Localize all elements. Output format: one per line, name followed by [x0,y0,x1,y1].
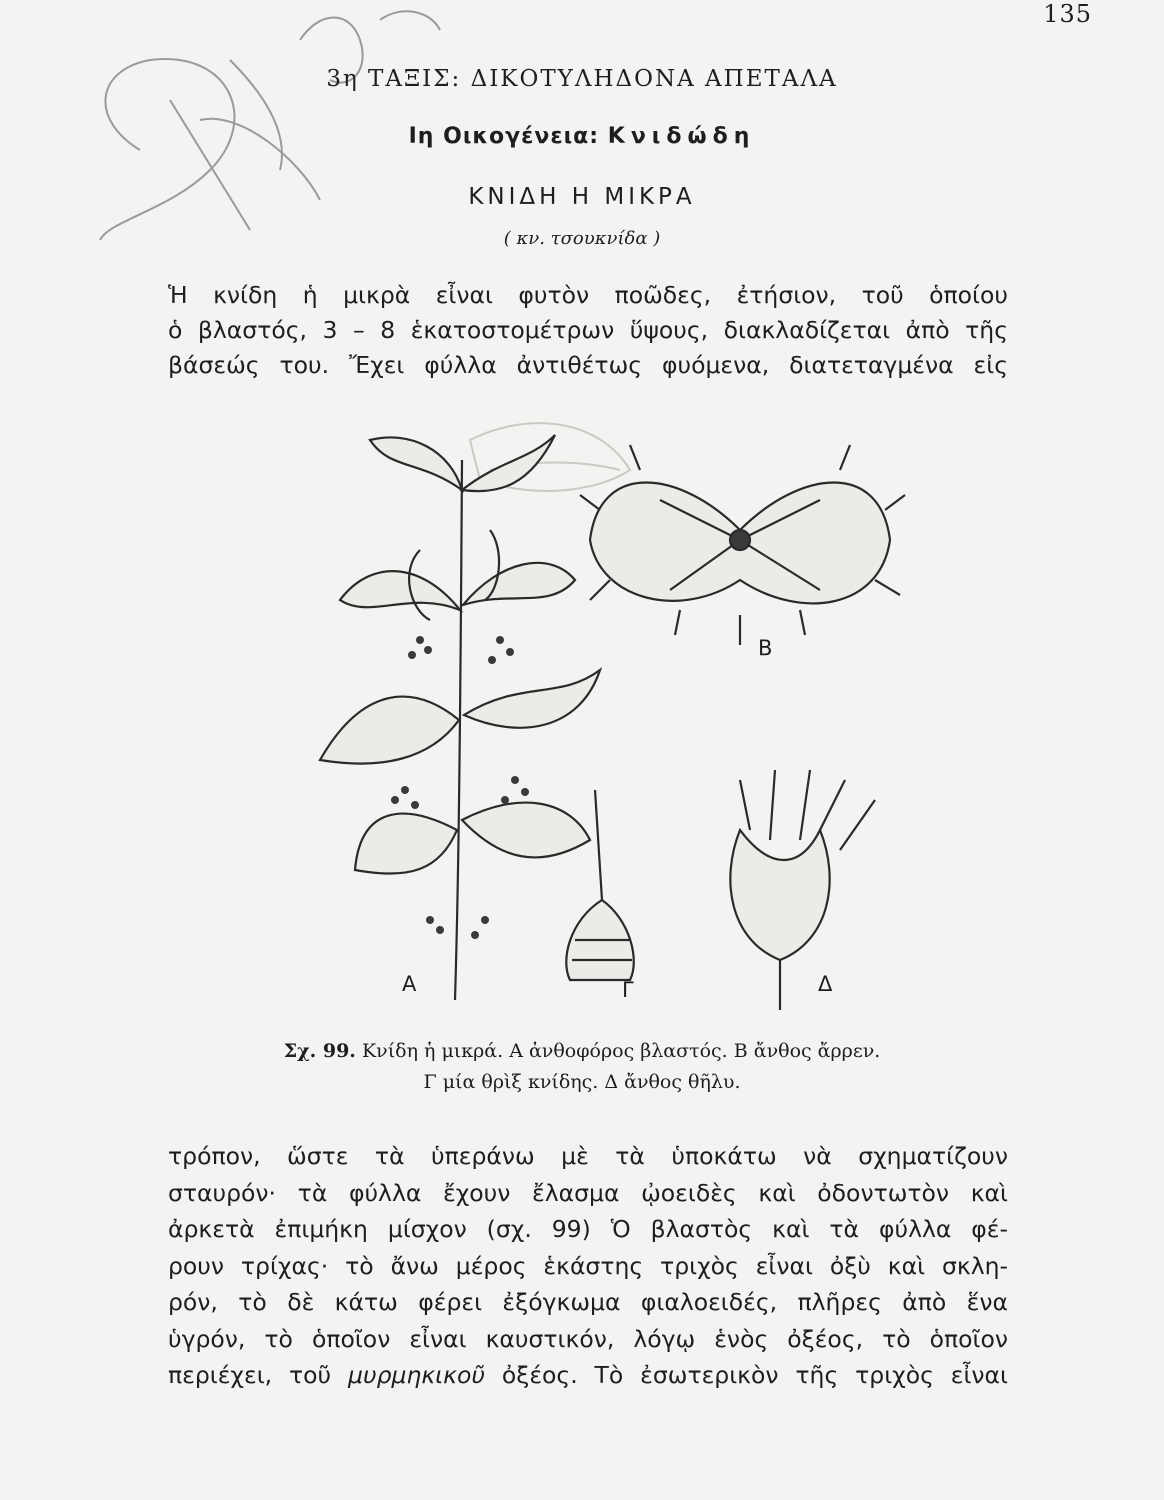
paragraph-2-final-line [168,1357,1008,1394]
paragraph-1 [168,278,1008,383]
family-heading-name: Κνιδώδη [607,124,756,149]
caption-line-1 [0,1036,1164,1067]
paragraph-2-line: ρουν τρίχας· τὸ ἄνω μέρος ἑκάστης τριχὸς εἶναι ὀξὺ καὶ σκλη- [168,1251,1008,1280]
paragraph-2-line: ἀρκετὰ ἐπιμήκη μίσχον (σχ. 99) Ὁ βλαστὸς καὶ τὰ φύλλα φέ- [168,1215,1008,1243]
caption-figure-number: Σχ. 99. [283,1040,356,1062]
figure-label-b: Β [758,636,773,660]
final-line-end: ὀξέος. Τὸ ἐσωτερικὸν τῆς τριχὸς εἶναι [484,1361,1008,1389]
figure-label-a: Α [402,972,417,996]
common-name: ( κν. τσουκνίδα ) [503,228,661,249]
paragraph-2-line: σταυρόν· τὰ φύλλα ἔχουν ἔλασμα ᾠοειδὲς καὶ ὀδοντωτὸν καὶ [168,1178,1008,1207]
final-line-italic: μυρμηκικοῦ [348,1361,485,1389]
figure-d-female-flower [730,770,875,1010]
paragraph-2-line: ὑγρόν, τὸ ὁποῖον εἶναι καυστικόν, λόγῳ ἑνὸς ὀξέος, τὸ ὁποῖον [168,1324,1008,1353]
figure-g-stinging-hair [566,790,634,980]
paragraph-2-line: τρόπον, ὥστε τὰ ὑπεράνω μὲ τὰ ὑποκάτω νὰ σχηματίζουν [168,1142,1008,1170]
paragraph-2 [168,1138,1008,1394]
figure-a-flowering-shoot [320,435,600,1000]
page-number: 135 [1043,0,1092,28]
figure-b-male-flower [580,445,905,645]
paragraph-1-line: βάσεώς του. Ἔχει φύλλα ἀντιθέτως φυόμενα, διατεταγμένα εἰς [168,351,1008,379]
figure-caption [0,1036,1164,1098]
paragraph-2-line: ρόν, τὸ δὲ κάτω φέρει ἐξόγκωμα φιαλοειδές, πλῆρες ἀπὸ ἕνα [168,1288,1008,1316]
caption-line-2: Γ μία θρὶξ κνίδης. Δ ἄνθος θῆλυ. [423,1071,741,1093]
family-heading [0,124,1164,149]
plant-title: ΚΝΙΔΗ Η ΜΙΚΡΑ [468,184,696,210]
figure-label-d: Δ [818,972,833,996]
figure-label-c: Γ [622,978,634,1002]
family-heading-prefix: Ιη Οικογένεια: [408,124,600,149]
caption-line-1-text: Κνίδη ἡ μικρά. Α ἀνθοφόρος βλαστός. Β ἄνθος ἄρρεν. [355,1040,881,1062]
nettle-illustration [300,400,920,1020]
paragraph-1-line: Ἡ κνίδη ἡ μικρὰ εἶναι φυτὸν ποῶδες, ἐτήσιον, τοῦ ὁποίου [168,281,1008,309]
class-heading: 3η ΤΑΞΙΣ: ΔΙΚΟΤΥΛΗΔΟΝΑ ΑΠΕΤΑΛΑ [326,66,838,92]
final-line-start: περιέχει, τοῦ [168,1361,349,1389]
paragraph-1-line: ὁ βλαστός, 3 – 8 ἑκατοστομέτρων ὕψους, διακλαδίζεται ἀπὸ τῆς [168,316,1008,344]
